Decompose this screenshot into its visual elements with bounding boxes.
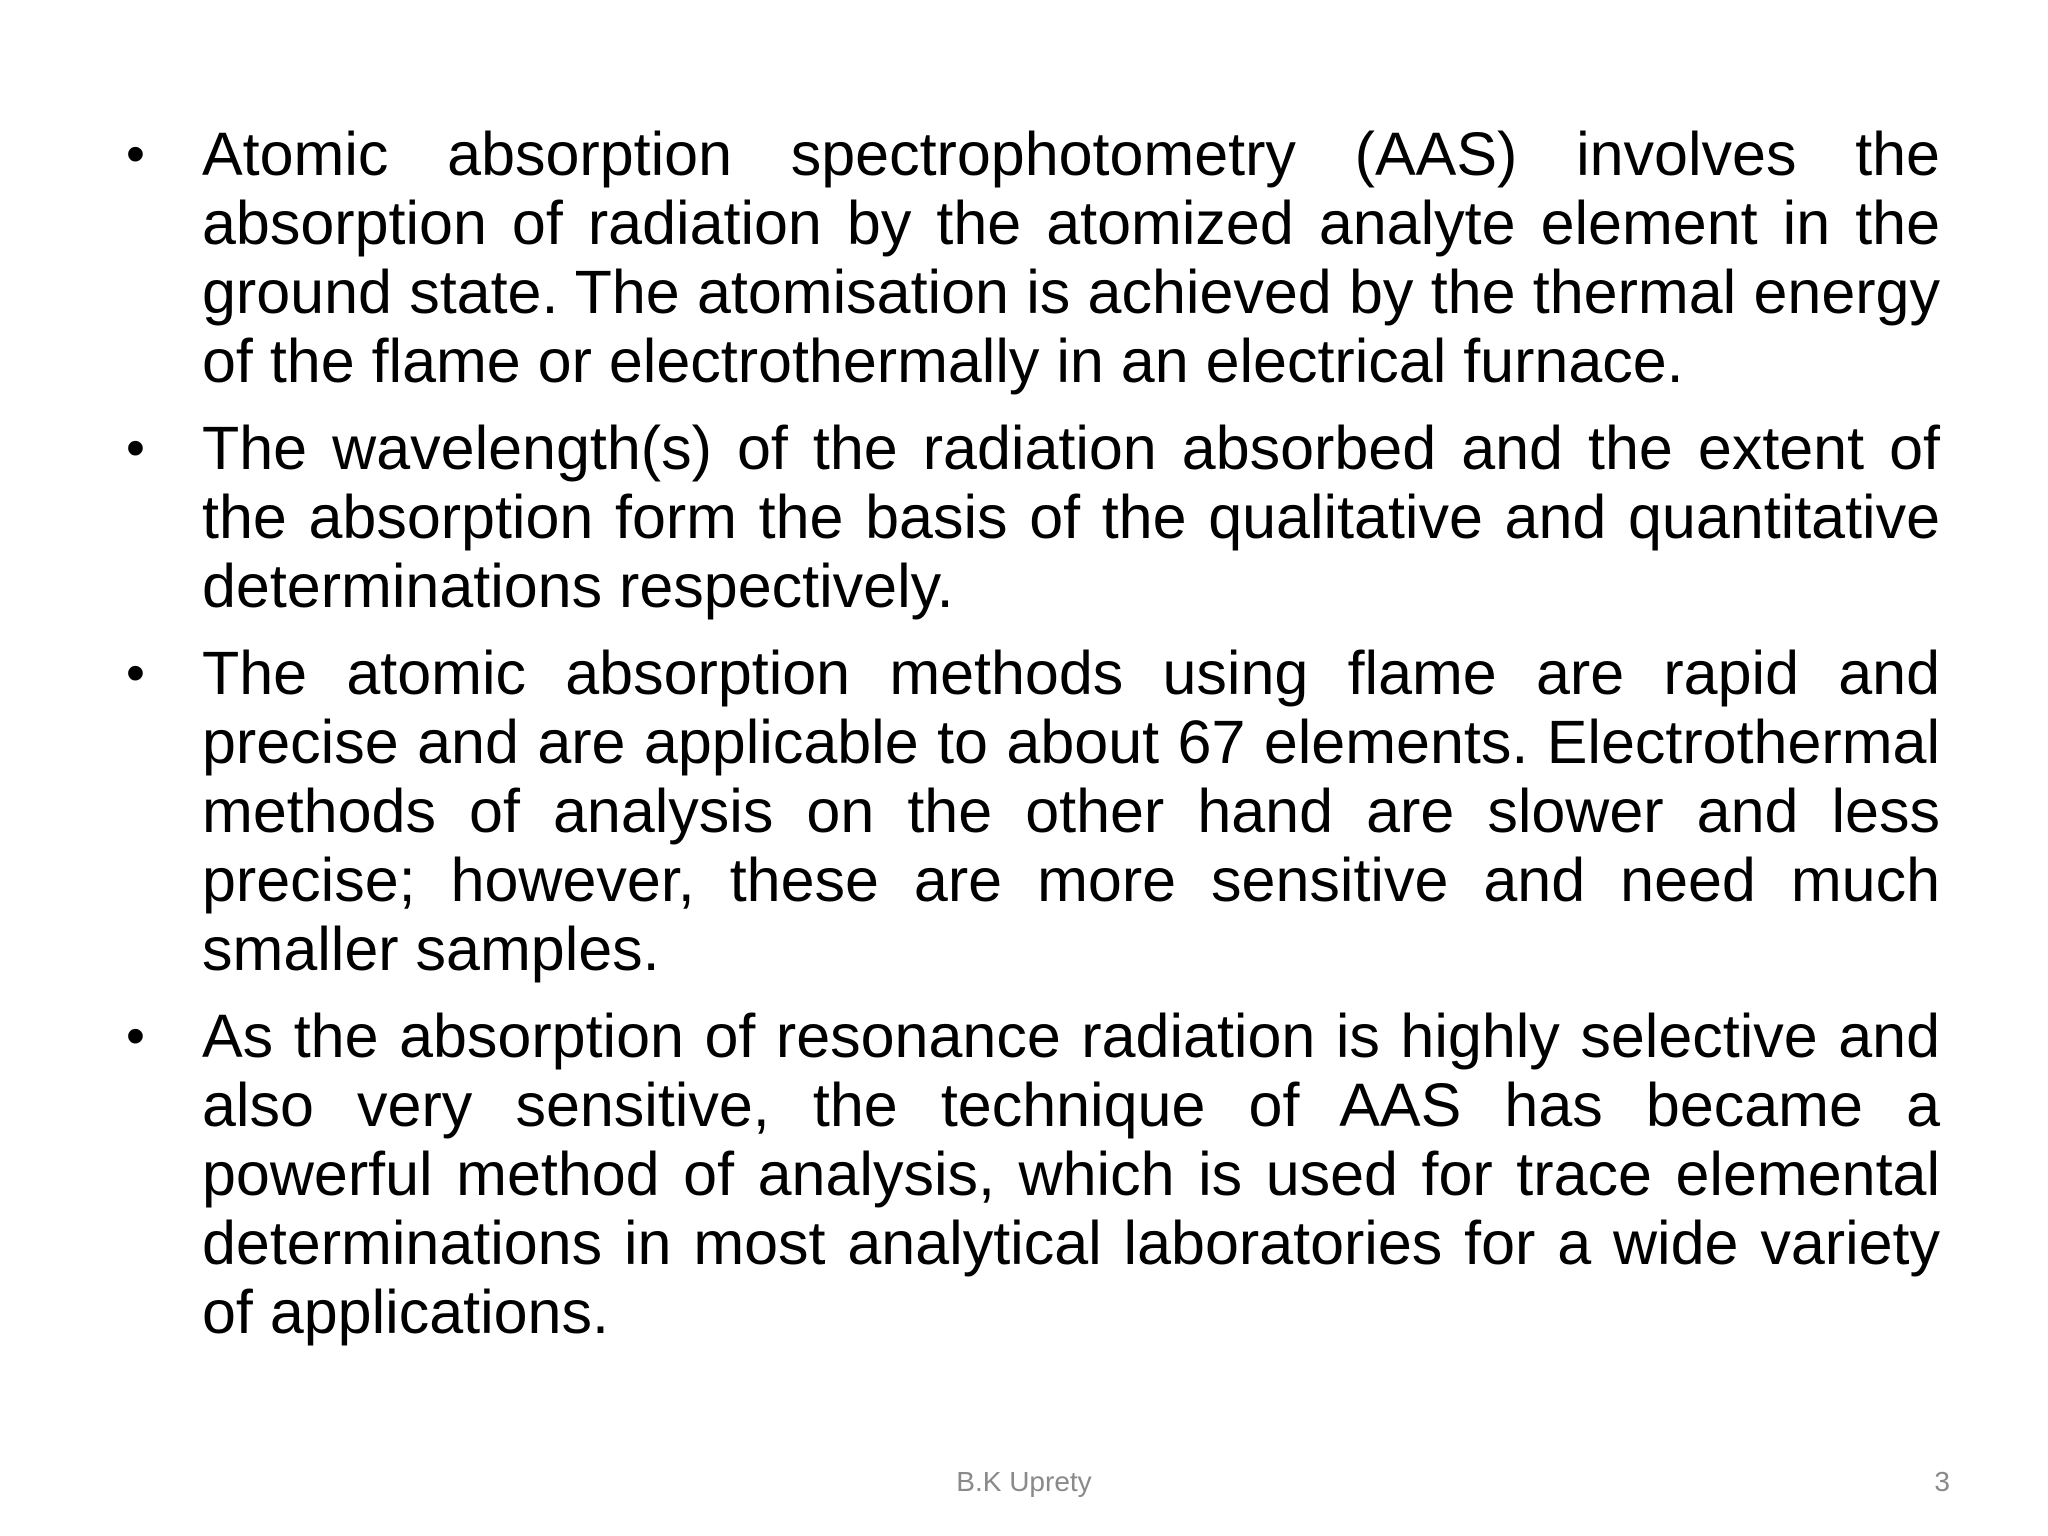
bullet-marker: • bbox=[126, 643, 145, 703]
bullet-text: As the absorption of resonance radiation is highly selective and also very sensitive, the technique of AAS has became a powerful method of analysis, which is used for trace elemental determinations in most analytical laboratories for a wide variety of applications. bbox=[202, 1002, 1940, 1346]
bullet-item-methods bbox=[120, 639, 1940, 984]
footer-author: B.K Uprety bbox=[956, 1466, 1092, 1497]
page-number: 3 bbox=[1934, 1466, 1950, 1497]
bullet-list bbox=[120, 120, 1940, 1365]
bullet-text: Atomic absorption spectrophotometry (AAS) involves the absorption of radiation by the atomized analyte element in the ground state. The atomisation is achieved by the thermal energy of the flame or electrothermally in an electrical furnace. bbox=[202, 120, 1940, 395]
bullet-item-aas-definition bbox=[120, 120, 1940, 396]
bullet-marker: • bbox=[126, 1006, 145, 1066]
bullet-marker: • bbox=[126, 124, 145, 184]
bullet-marker: • bbox=[126, 418, 145, 478]
bullet-item-wavelength bbox=[120, 414, 1940, 621]
bullet-item-selectivity bbox=[120, 1002, 1940, 1347]
bullet-text: The wavelength(s) of the radiation absorbed and the extent of the absorption form the basis of the qualitative and quantitative determinations respectively. bbox=[202, 414, 1940, 620]
bullet-text: The atomic absorption methods using flame are rapid and precise and are applicable to about 67 elements. Electrothermal methods of analysis on the other hand are slower and less precise; however, these are more sensitive and need much smaller samples. bbox=[202, 639, 1940, 983]
